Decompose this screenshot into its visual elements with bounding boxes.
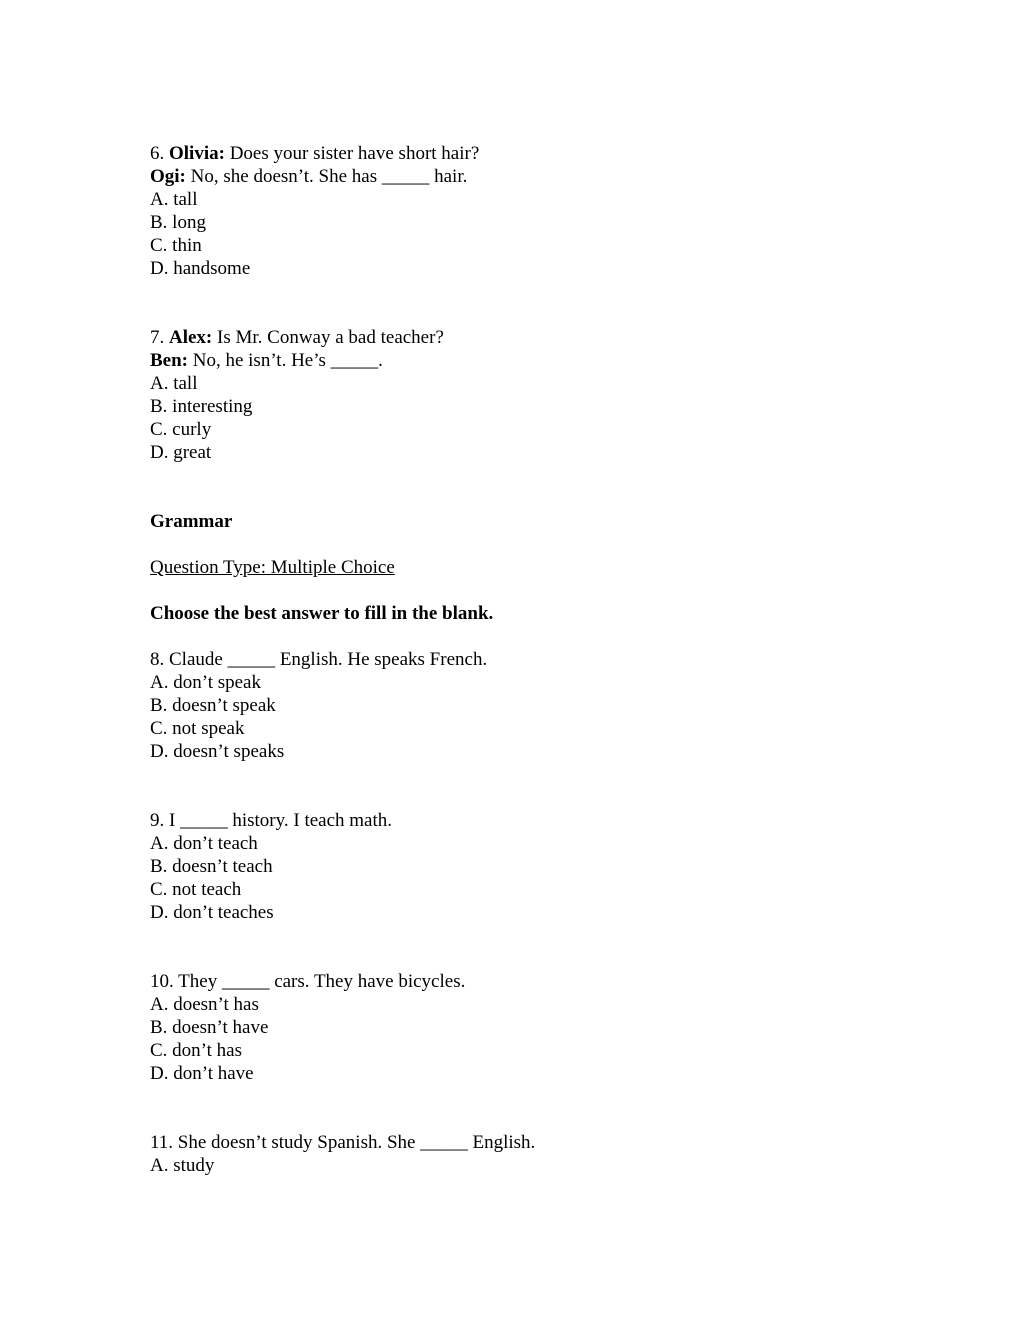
answer-option: D. don’t have <box>150 1063 254 1084</box>
question-6-line-1 <box>150 142 870 165</box>
question-number: 6. <box>150 143 165 164</box>
answer-option: B. doesn’t have <box>150 1017 269 1038</box>
speaker-name: Ben: <box>150 350 188 371</box>
dialogue-text: No, he isn’t. He’s _____. <box>192 350 383 371</box>
question-9 <box>150 809 870 924</box>
answer-option: A. tall <box>150 189 198 210</box>
answer-option: A. study <box>150 1155 215 1176</box>
question-stem: 10. They _____ cars. They have bicycles. <box>150 971 466 992</box>
question-11 <box>150 1131 870 1177</box>
answer-option: D. don’t teaches <box>150 902 274 923</box>
answer-option: C. curly <box>150 419 212 440</box>
answer-option: C. not speak <box>150 718 245 739</box>
answer-option: C. thin <box>150 235 202 256</box>
dialogue-text: No, she doesn’t. She has _____ hair. <box>190 166 468 187</box>
answer-option: D. great <box>150 442 212 463</box>
answer-option: A. don’t teach <box>150 833 258 854</box>
speaker-name: Alex: <box>169 327 213 348</box>
question-7-line-2 <box>150 349 870 372</box>
dialogue-text: Is Mr. Conway a bad teacher? <box>217 327 444 348</box>
answer-option: B. doesn’t teach <box>150 856 273 877</box>
question-7 <box>150 326 870 464</box>
speaker-name: Ogi: <box>150 166 186 187</box>
section-heading-text: Grammar <box>150 511 233 532</box>
answer-option: D. doesn’t speaks <box>150 741 285 762</box>
dialogue-text: Does your sister have short hair? <box>229 143 480 164</box>
question-type-label: Question Type: Multiple Choice <box>150 557 395 578</box>
answer-option: D. handsome <box>150 258 251 279</box>
speaker-name: Olivia: <box>169 143 225 164</box>
section-heading <box>150 510 870 533</box>
question-stem: 9. I _____ history. I teach math. <box>150 810 393 831</box>
question-number: 7. <box>150 327 165 348</box>
answer-option: A. doesn’t has <box>150 994 259 1015</box>
question-6 <box>150 142 870 280</box>
worksheet-page <box>150 142 870 1177</box>
question-8 <box>150 648 870 763</box>
answer-option: A. tall <box>150 373 198 394</box>
question-6-line-2 <box>150 165 870 188</box>
question-7-line-1 <box>150 326 870 349</box>
answer-option: C. don’t has <box>150 1040 243 1061</box>
question-stem: 11. She doesn’t study Spanish. She _____ English. <box>150 1132 536 1153</box>
answer-option: C. not teach <box>150 879 242 900</box>
answer-option: A. don’t speak <box>150 672 261 693</box>
answer-option: B. long <box>150 212 206 233</box>
instruction <box>150 602 870 625</box>
instruction-text: Choose the best answer to fill in the blank. <box>150 603 494 624</box>
answer-option: B. interesting <box>150 396 253 417</box>
question-10 <box>150 970 870 1085</box>
question-stem: 8. Claude _____ English. He speaks French. <box>150 649 488 670</box>
answer-option: B. doesn’t speak <box>150 695 276 716</box>
